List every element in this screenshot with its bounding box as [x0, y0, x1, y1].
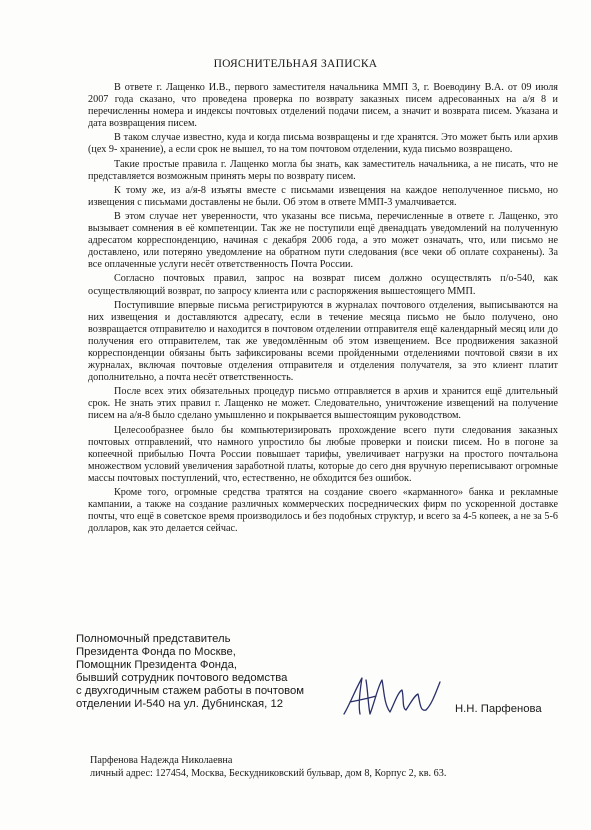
footer-name: Парфенова Надежда Николаевна — [90, 755, 233, 766]
sender-line: Помощник Президента Фонда, — [76, 659, 238, 671]
paragraph: В этом случае нет уверенности, что указаны все письма, перечисленные в ответе г. Лащенко, это вызывает сомнения в её компетенции. Так же не поступили ещё двенадцать уведомлений на полученную адресатом корреспонденцию, начиная с декабря 2006 года, а это может означать, что, или письмо не доставлено, или потеряно уведомление на обратном пути следования (все чеки об оплате сохранены). За все оплаченные услуги несёт ответственность Почта России. — [88, 210, 558, 271]
sender-line: Президента Фонда по Москве, — [76, 646, 236, 658]
sender-line: бывший сотрудник почтового ведомства — [76, 672, 288, 684]
signer-name: Н.Н. Парфенова — [455, 703, 542, 715]
footer-block — [90, 754, 570, 780]
document-body — [88, 82, 558, 537]
sender-line: Полномочный представитель — [76, 633, 231, 645]
paragraph: После всех этих обязательных процедур письмо отправляется в архив и хранится ещё длительный срок. Не знать этих правил г. Лащенко не может. Следовательно, уничтожение извещений на получение писем на а/я-8 было сделано умышленно и покрывается вышестоящим руководством. — [88, 386, 558, 422]
paragraph: К тому же, из а/я-8 изъяты вместе с письмами извещения на каждое неполученное письмо, но извещения с письмами доставлены не были. Об этом в ответе ММП-3 умалчивается. — [88, 184, 558, 208]
paragraph: Целесообразнее было бы компьютеризировать прохождение всего пути следования заказных почтовых отправлений, что намного упростило бы любые проверки и поиски писем. Но в погоне за копеечной прибылью Почта России повышает тарифы, увеличивает нагрузки на простого почтальона множеством условий увеличения заработной платы, которые до сего дня вручную переписывают огромные массы почтовых поступлений, что, естественно, не обходится без ошибок. — [88, 424, 558, 484]
document-title: ПОЯСНИТЕЛЬНАЯ ЗАПИСКА — [213, 58, 378, 70]
paragraph: Поступившие впервые письма регистрируются в журналах почтового отделения, выписываются на них извещения и доставляются адресату, если в течение месяца письмо не было получено, оно возвращается отправителю и находится в почтовом отделении отправителя ещё календарный месяц или до получения его отправителем, так же уведомлённым об этом извещением. Все продвижения заказной корреспонденции обязаны быть зафиксированы всеми пройденными отделениями почтовой связи в их журналах, включая почтовые отделения отправителя и отделения получателя, за это клиент платит дополнительно, а почта несёт ответственность. — [88, 299, 558, 384]
sender-block — [76, 633, 346, 711]
paragraph: Такие простые правила г. Лащенко могла бы знать, как заместитель начальника, а не писать, что не представляется возможным принять меры по возврату писем. — [88, 158, 558, 182]
paragraph: В таком случае известно, куда и когда письма возвращены и где хранятся. Это может быть или архив (цех 9- хранение), а если срок не вышел, то на том почтовом отделении, куда письмо возвращено. — [88, 132, 558, 156]
sender-line: с двухгодичным стажем работы в почтовом — [76, 685, 305, 697]
paragraph: Кроме того, огромные средства тратятся на создание своего «карманного» банка и рекламные кампании, а также на создание различных коммерческих посреднических фирм по ускоренной доставке почты, что ещё в советское время производилось и без подобных структур, и всего за 4-5 копеек, а не за 5-6 долларов, как это делается сейчас. — [88, 487, 558, 535]
sender-line: отделении И-540 на ул. Дубнинская, 12 — [76, 698, 284, 710]
footer-address: личный адрес: 127454, Москва, Бескудниковский бульвар, дом 8, Корпус 2, кв. 63. — [90, 768, 447, 779]
paragraph: Согласно почтовых правил, запрос на возврат писем должно осуществлять п/о-540, как осуществляющий возврат, по запросу клиента или с распоряжения вышестоящего ММП. — [88, 273, 558, 297]
paragraph: В ответе г. Лащенко И.В., первого заместителя начальника ММП 3, г. Воеводину В.А. от 09 июля 2007 года сказано, что проведена проверка по возврату заказных писем адресованных на а/я 8 и перечисленны номера и индексы почтовых отделений подачи писем, а значит и возврата писем. Указана и дата возвращения писем. — [88, 82, 558, 130]
handwritten-signature — [340, 674, 450, 720]
